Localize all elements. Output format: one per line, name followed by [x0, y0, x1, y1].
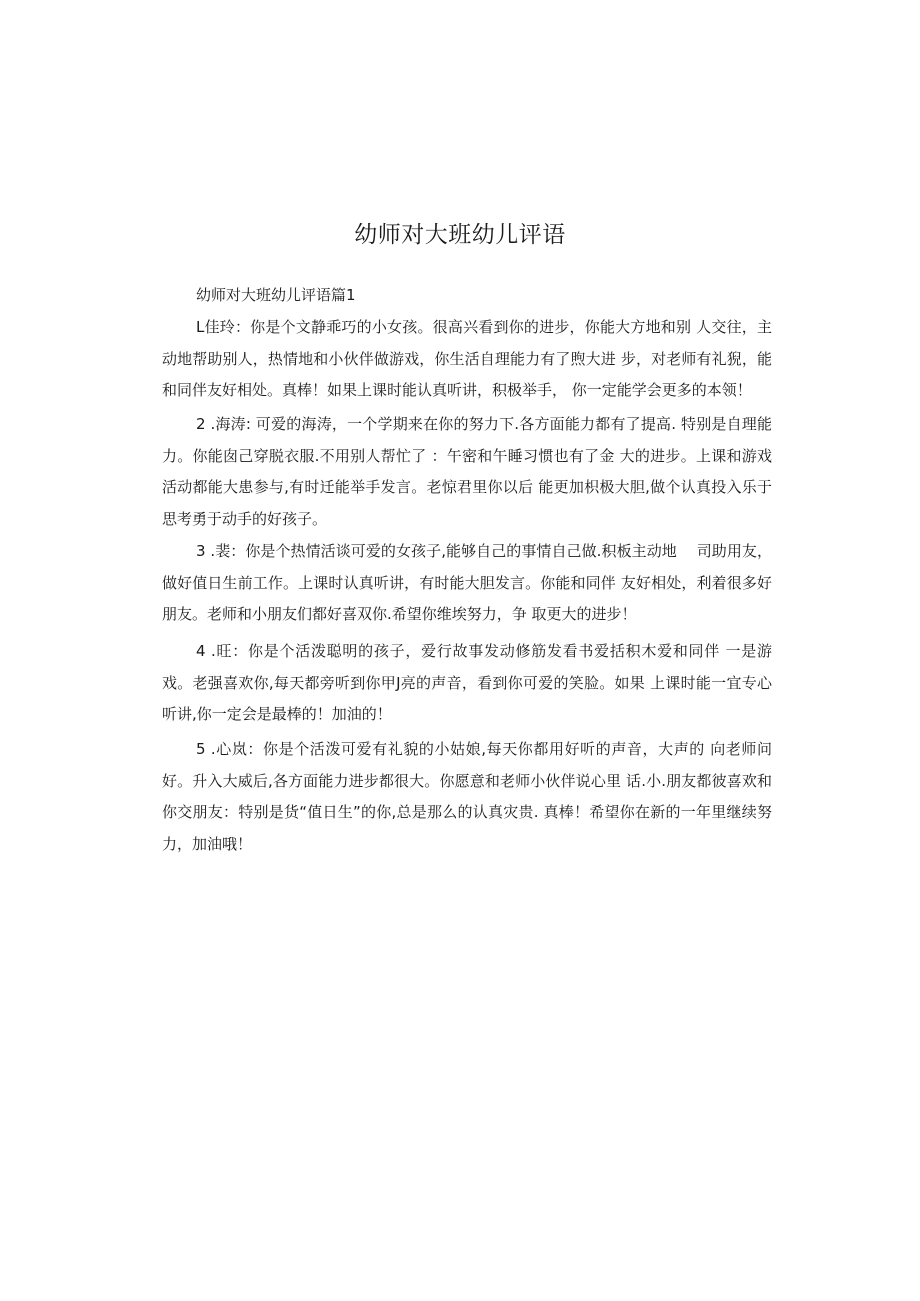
paragraph-1: L佳玲：你是个文静乖巧的小女孩。很高兴看到你的进步，你能大方地和别 人交往，主动地帮助别人，热情地和小伙伴做游戏，你生活自理能力有了煦大进 步，对老师有礼猊，能和同伴友好相处。真棒！如果上课时能认真听讲，积极举手， 你一定能学会更多的本领！: [162, 318, 772, 399]
paragraph-3: 3 .裴：你是个热情活谈可爱的女孩子,能够自己的事情自己做.积板主动地 司助用友，做好值日生前工作。上课时认真听讲，有时能大胆发言。你能和同伴 友好相处，利着很多好朋友。老师和小朋友们都好喜双你.希望你维埃努力，争 取更大的进步！: [162, 542, 772, 623]
page-title: 幼师对大班幼儿评语: [354, 222, 566, 248]
paragraph-4: 4 .旺：你是个活泼聪明的孩子，爱行故事发动修筋发看书爱括积木爱和同伴 一是游戏。老强喜欢你,每天都旁听到你甲J亮的声音，看到你可爱的笑脸。如果 上课时能一宜专心听讲,你一定会是最棒的！加油的！: [162, 642, 772, 723]
paragraph-5: 5 .心岚：你是个活泼可爱有礼貌的小姑娘,每天你都用好听的声音，大声的 向老师问好。升入大威后,各方面能力进步都很大。你愿意和老师小伙伴说心里 话.小.朋友都彼喜欢和你交朋友：特别是货“值日生”的你,总是那么的认真灾贵. 真棒！希望你在新的一年里继续努力，加油哦！: [162, 740, 772, 853]
paragraph-2: 2 .海涛: 可爱的海涛，一个学期来在你的努力下.各方面能力都有了提高. 特别是自理能力。你能囱己穿脱衣服.不用别人帮忙了 ：午密和午睡习惯也有了金 大的进步。上课和游戏活动都能大患参与,有时迁能举手发言。老惊君里你以后 能更加枳极大胆,做个认真投入乐于思考勇于动手的好孩子。: [162, 415, 772, 528]
section-heading: 幼师对大班幼儿评语篇1: [196, 286, 356, 304]
